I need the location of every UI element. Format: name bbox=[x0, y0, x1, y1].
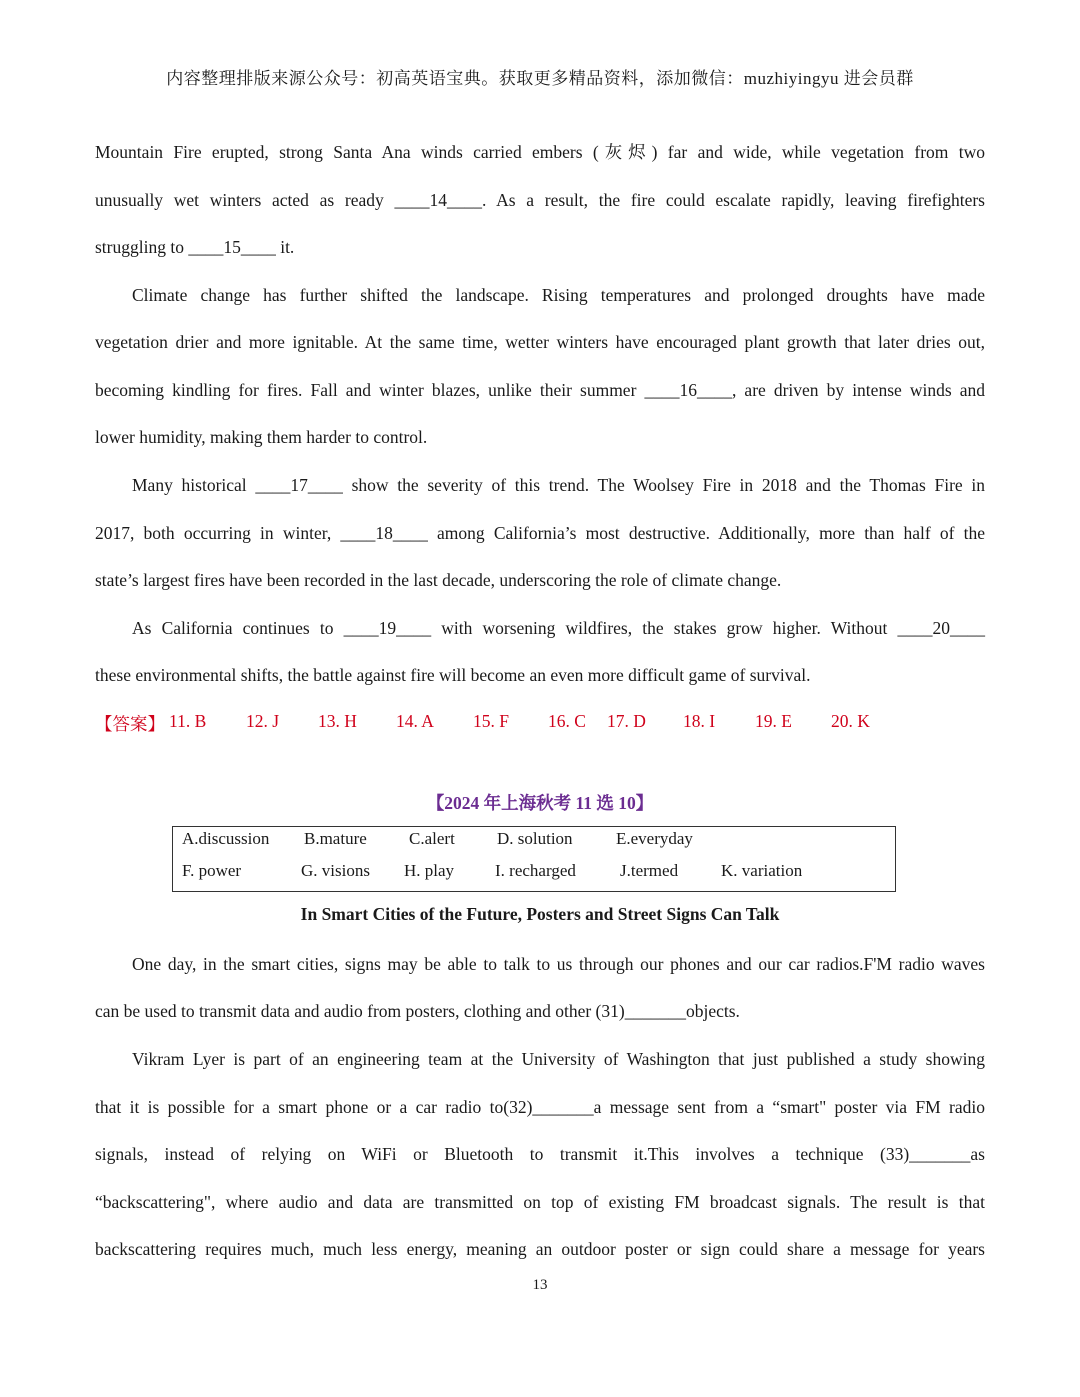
passage-line: 2017, both occurring in winter, ____18____ among California’s most destructive. Additionally, more than half of the bbox=[95, 523, 985, 543]
answer-item: 18. I bbox=[683, 711, 716, 731]
passage-line: lower humidity, making them harder to control. bbox=[95, 427, 428, 447]
article-line: One day, in the smart cities, signs may be able to talk to us through our phones and our car radios.F'M radio waves bbox=[132, 954, 985, 974]
passage-line: vegetation drier and more ignitable. At the same time, wetter winters have encouraged plant growth that later dries out, bbox=[95, 332, 985, 352]
passage-line: Climate change has further shifted the landscape. Rising temperatures and prolonged droughts have made bbox=[132, 285, 985, 305]
word-option: H. play bbox=[404, 861, 455, 880]
passage-line: struggling to ____15____ it. bbox=[95, 237, 295, 257]
section-title: 【2024 年上海秋考 11 选 10】 bbox=[426, 793, 654, 813]
answer-item: 16. C bbox=[548, 711, 586, 731]
passage-line: unusually wet winters acted as ready ____14____. As a result, the fire could escalate rapidly, leaving firefighters bbox=[95, 190, 985, 210]
passage-line: Mountain Fire erupted, strong Santa Ana winds carried embers (灰烬) far and wide, while vegetation from two bbox=[95, 142, 985, 162]
answer-item: 19. E bbox=[755, 711, 792, 731]
page-header: 内容整理排版来源公众号：初高英语宝典。获取更多精品资料，添加微信：muzhiyingyu 进会员群 bbox=[166, 69, 914, 88]
page-number: 13 bbox=[532, 1277, 548, 1293]
passage-line: these environmental shifts, the battle against fire will become an even more difficult game of survival. bbox=[95, 665, 811, 685]
word-option: J.termed bbox=[620, 861, 679, 880]
word-bank bbox=[172, 826, 896, 892]
word-option: G. visions bbox=[301, 861, 370, 880]
word-option: D. solution bbox=[497, 829, 573, 848]
word-option: K. variation bbox=[721, 861, 803, 880]
passage-line: As California continues to ____19____ with worsening wildfires, the stakes grow higher. Without ____20____ bbox=[132, 618, 985, 638]
answer-item: 17. D bbox=[607, 711, 646, 731]
answer-item: 20. K bbox=[831, 711, 870, 731]
passage-line: becoming kindling for fires. Fall and winter blazes, unlike their summer ____16____, are driven by intense winds and bbox=[95, 380, 985, 400]
article-line: signals, instead of relying on WiFi or Bluetooth to transmit it.This involves a technique (33)_______as bbox=[95, 1144, 985, 1164]
answer-item: 11. B bbox=[169, 711, 207, 731]
answer-item: 14. A bbox=[396, 711, 434, 731]
article-line: that it is possible for a smart phone or a car radio to(32)_______a message sent from a “smart" poster via FM radio bbox=[95, 1097, 985, 1117]
article-line: Vikram Lyer is part of an engineering team at the University of Washington that just published a study showing bbox=[132, 1049, 985, 1069]
word-option: C.alert bbox=[409, 829, 455, 848]
passage-line: Many historical ____17____ show the severity of this trend. The Woolsey Fire in 2018 and the Thomas Fire in bbox=[132, 475, 985, 495]
word-option: B.mature bbox=[304, 829, 367, 848]
passage-line: state’s largest fires have been recorded in the last decade, underscoring the role of climate change. bbox=[95, 570, 782, 590]
answer-item: 15. F bbox=[473, 711, 509, 731]
word-option: F. power bbox=[182, 861, 242, 880]
article-title: In Smart Cities of the Future, Posters and Street Signs Can Talk bbox=[300, 904, 780, 924]
word-option: A.discussion bbox=[182, 829, 270, 848]
answer-item: 12. J bbox=[246, 711, 280, 731]
answer-item: 13. H bbox=[318, 711, 357, 731]
answer-label: 【答案】 bbox=[95, 714, 165, 734]
word-option: E.everyday bbox=[616, 829, 693, 848]
article-line: can be used to transmit data and audio from posters, clothing and other (31)_______objects. bbox=[95, 1001, 740, 1021]
article-line: backscattering requires much, much less energy, meaning an outdoor poster or sign could share a message for years bbox=[95, 1239, 985, 1259]
word-option: I. recharged bbox=[495, 861, 576, 880]
article-line: “backscattering", where audio and data are transmitted on top of existing FM broadcast signals. The result is that bbox=[95, 1192, 985, 1212]
